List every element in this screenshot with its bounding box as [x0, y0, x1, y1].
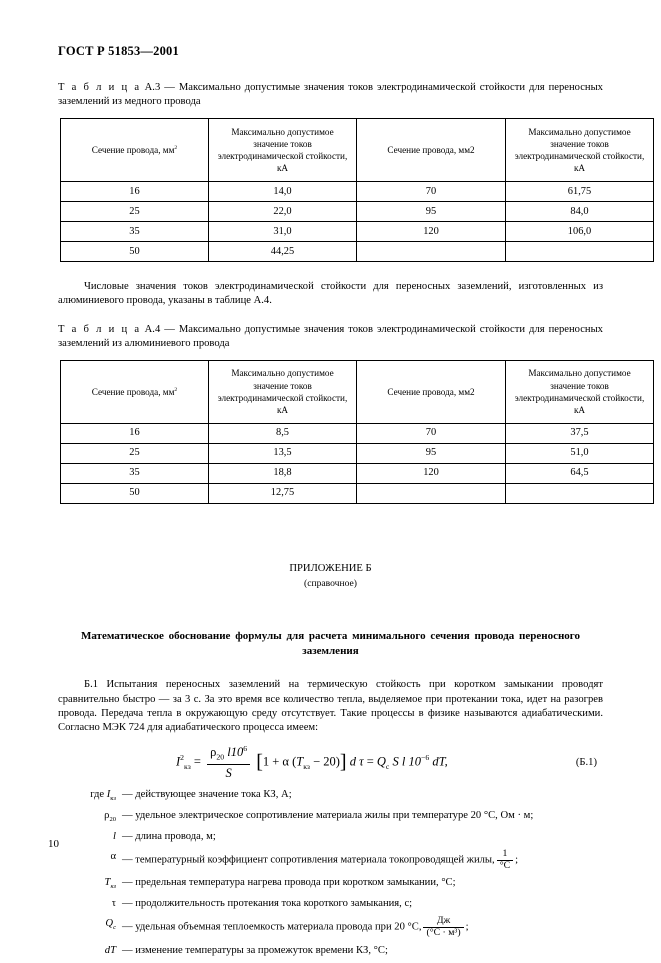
- table-a4: [60, 360, 654, 504]
- paragraph-b1: Б.1 Испытания переносных заземлений на термическую стойкость при коротком замыкании проводят сравнительно быстро — за 3 с. За это время все количество тепла, выделяемое при протекании тока, идет на разогрев провода. Передача тепла в окружающую среду отсутствует. Такие процессы в физике называются адиабатическими. Согласно МЭК 724 для адиабатического процесса имеем:: [58, 679, 603, 733]
- table-a3-cell-r1c1: 22,0: [209, 202, 357, 222]
- table-a4-header-sup-1: 2: [174, 386, 178, 393]
- table-a4-cell-r3c3: [506, 483, 654, 503]
- definition-text-1: — удельное электрическое сопротивление материала жилы при температуре 20 °С, Ом · м;: [122, 810, 534, 822]
- table-a3-cell-r2c1: 31,0: [209, 222, 357, 242]
- formula-num-rest: l10: [227, 745, 244, 760]
- appendix-subtitle: (справочное): [304, 577, 357, 589]
- definition-symbol-2: l: [113, 831, 116, 843]
- definition-fraction-den-3: °С: [499, 859, 511, 871]
- table-a4-cell-r0c3: 37,5: [506, 423, 654, 443]
- definition-text-6-wrap: [122, 916, 603, 938]
- table-row: [61, 483, 654, 503]
- appendix-title: ПРИЛОЖЕНИЕ Б: [289, 562, 372, 574]
- formula-rho: ρ: [210, 745, 217, 760]
- definition-item-tkz: [58, 875, 603, 892]
- formula-bracket-part2: − 20): [313, 754, 340, 769]
- table-a3-cell-r3c3: [506, 242, 654, 262]
- formula-lhs-sub: кз: [184, 761, 191, 771]
- table-a3-header-row: [61, 119, 654, 182]
- definition-item-l: [58, 829, 603, 845]
- definition-symbol-sub-4: кз: [110, 883, 116, 891]
- definition-symbol-wrap-2: [58, 829, 122, 845]
- page-content: [58, 44, 645, 963]
- formula-fraction: [207, 745, 250, 780]
- table-a4-header-cell-4: Максимально допустимое значение токов электродинамической стойкости, кА: [506, 360, 654, 423]
- table-a3-header-sup-1: 2: [174, 145, 178, 152]
- formula-equals2: =: [366, 754, 374, 769]
- table-a3-cell-r1c2: 95: [357, 202, 506, 222]
- definition-symbol-sub-1: 20: [109, 816, 116, 824]
- formula-fraction-denominator: S: [225, 765, 232, 780]
- formula-d-tau: d τ: [349, 754, 364, 769]
- table-a4-cell-r2c0: 35: [61, 463, 209, 483]
- intermediate-paragraph: Числовые значения токов электродинамической стойкости для переносных заземлений, изготовленных из алюминиевого провода, указаны в таблице А.4.: [58, 281, 603, 307]
- formula-number: (Б.1): [575, 757, 597, 769]
- definitions-list: [58, 787, 603, 958]
- definition-item-qc: [58, 916, 603, 938]
- definition-symbol-4: T: [104, 877, 111, 889]
- table-a4-cell-r2c3: 64,5: [506, 463, 654, 483]
- definition-text-7: — изменение температуры за промежуток времени КЗ, °С;: [122, 944, 388, 956]
- definition-symbol-wrap-5: [58, 896, 122, 912]
- definition-symbol-wrap-0: [58, 787, 122, 804]
- formula-b1-row: [58, 743, 603, 783]
- table-row: [61, 242, 654, 262]
- definition-text-6: — удельная объемная теплоемкость материала провода при 20 °С,: [122, 921, 422, 933]
- formula-rhs-exp: −6: [420, 753, 430, 763]
- table-a4-cell-r1c0: 25: [61, 443, 209, 463]
- table-a3-cell-r0c3: 61,75: [506, 182, 654, 202]
- table-a3-cell-r1c0: 25: [61, 202, 209, 222]
- definition-fraction-num-3: 1: [497, 849, 513, 861]
- table-row: [61, 463, 654, 483]
- table-a3-cell-r3c0: 50: [61, 242, 209, 262]
- formula-dT: dT,: [432, 754, 448, 769]
- table-a4-cell-r0c0: 16: [61, 423, 209, 443]
- table-a4-caption-label: А.4: [144, 323, 161, 335]
- definition-text-3: — температурный коэффициент сопротивления материала токопроводящей жилы,: [122, 854, 495, 866]
- definition-symbol-sub-0: кз: [110, 795, 116, 803]
- table-a4-cell-r0c1: 8,5: [209, 423, 357, 443]
- formula-lhs-sup: 2: [180, 753, 185, 763]
- definition-tail-6: ;: [465, 921, 469, 933]
- table-a3-caption-text: — Максимально допустимые значения токов электродинамической стойкости для переносных заземлений из медного провода: [58, 82, 603, 108]
- table-a3-caption-label: А.3: [144, 82, 161, 93]
- table-a4-cell-r2c2: 120: [357, 463, 506, 483]
- definition-item-alpha: [58, 849, 603, 871]
- definition-item-dt: [58, 943, 603, 959]
- table-a4-header-cell-3: Сечение провода, мм2: [357, 360, 506, 423]
- definition-text-4: — предельная температура нагрева провода при коротком замыкании, °С;: [122, 877, 456, 889]
- table-a4-cell-r2c1: 18,8: [209, 463, 357, 483]
- formula-equals: =: [193, 754, 201, 769]
- table-a3-cell-r2c3: 106,0: [506, 222, 654, 242]
- table-a3-header-cell-1: [61, 119, 209, 182]
- table-a4-cell-r3c2: [357, 483, 506, 503]
- table-a4-header-cell-1: [61, 360, 209, 423]
- definition-symbol-wrap-1: [58, 808, 122, 825]
- table-a4-cell-r1c2: 95: [357, 443, 506, 463]
- definition-text-3-wrap: [122, 849, 603, 871]
- table-a3-header-cell-3: Сечение провода, мм2: [357, 119, 506, 182]
- standard-header: ГОСТ Р 51853—2001: [58, 44, 179, 58]
- formula-bracket-close: ]: [339, 751, 347, 774]
- formula-fraction-numerator: [207, 745, 250, 765]
- table-row: [61, 222, 654, 242]
- definition-symbol-3: α: [110, 850, 116, 862]
- formula-rhs-rest: S l 10: [392, 754, 421, 769]
- table-a4-caption-text: — Максимально допустимые значения токов электродинамической стойкости для переносных заземлений из алюминиевого провода: [58, 323, 603, 349]
- table-a3-cell-r0c2: 70: [357, 182, 506, 202]
- definition-symbol-sub-6: с: [113, 924, 116, 932]
- definition-item-rho20: [58, 808, 603, 825]
- formula-lhs-symbol: I: [176, 754, 181, 769]
- page-number: 10: [48, 838, 59, 850]
- formula-rho-sub: 20: [216, 752, 225, 762]
- formula-Q: Q: [376, 754, 386, 769]
- formula-bracket-part1: 1 + α (: [262, 754, 297, 769]
- definition-symbol-wrap-6: [58, 916, 122, 933]
- table-a3-cell-r0c1: 14,0: [209, 182, 357, 202]
- definition-symbol-6: Q: [105, 918, 114, 930]
- table-a4-cell-r1c3: 51,0: [506, 443, 654, 463]
- definition-symbol-wrap-4: [58, 875, 122, 892]
- table-a3-header-cell-2: Максимально допустимое значение токов электродинамической стойкости, кА: [209, 119, 357, 182]
- table-a3-caption-prefix: Т а б л и ц а: [58, 82, 141, 93]
- table-a3-header-text-1: Сечение провода, мм: [91, 145, 175, 156]
- formula-Q-sub: с: [385, 761, 390, 771]
- table-row: [61, 423, 654, 443]
- table-row: [61, 443, 654, 463]
- table-row: [61, 182, 654, 202]
- definition-symbol-wrap-3: [58, 849, 122, 865]
- table-a4-cell-r3c0: 50: [61, 483, 209, 503]
- definition-text-2: — длина провода, м;: [122, 831, 216, 843]
- definition-item-ikz: [58, 787, 603, 804]
- formula-num-exp: 6: [243, 744, 248, 754]
- table-row: [61, 202, 654, 222]
- definition-fraction-den-6: (°С · м³): [426, 926, 461, 938]
- table-a4-caption-prefix: Т а б л и ц а: [58, 323, 141, 335]
- table-a3: [60, 118, 654, 262]
- formula-T-sub: кз: [303, 761, 310, 771]
- table-a4-caption: [58, 323, 603, 351]
- table-a4-header-row: [61, 360, 654, 423]
- table-a4-header-cell-2: Максимально допустимое значение токов электродинамической стойкости, кА: [209, 360, 357, 423]
- table-a4-cell-r1c1: 13,5: [209, 443, 357, 463]
- definition-tail-3: ;: [515, 854, 519, 866]
- definition-symbol-7: dT: [104, 944, 116, 956]
- formula-b1: [176, 745, 448, 780]
- table-a3-cell-r3c1: 44,25: [209, 242, 357, 262]
- table-a3-cell-r3c2: [357, 242, 506, 262]
- definition-symbol-5: τ: [111, 898, 116, 910]
- table-a3-caption: [58, 81, 603, 109]
- section-title: Математическое обоснование формулы для расчета минимального сечения провода переносного заземления: [80, 629, 581, 658]
- table-a4-cell-r3c1: 12,75: [209, 483, 357, 503]
- definition-symbol-wrap-7: [58, 943, 122, 959]
- table-a3-cell-r0c0: 16: [61, 182, 209, 202]
- table-a4-cell-r0c2: 70: [357, 423, 506, 443]
- definition-text-0: — действующее значение тока КЗ, А;: [122, 789, 292, 801]
- formula-T: T: [296, 754, 304, 769]
- definition-fraction-6: [423, 916, 463, 938]
- definition-fraction-num-6: Дж: [423, 916, 463, 928]
- table-a3-cell-r1c3: 84,0: [506, 202, 654, 222]
- definition-symbol-0: I: [106, 789, 111, 801]
- formula-bracket-open: [: [256, 751, 263, 774]
- definition-symbol-1: ρ: [104, 810, 110, 822]
- definitions-intro: где: [90, 789, 105, 801]
- definition-item-tau: [58, 896, 603, 912]
- definition-text-5: — продолжительность протекания тока короткого замыкания, с;: [122, 898, 413, 910]
- table-a3-cell-r2c0: 35: [61, 222, 209, 242]
- table-a3-cell-r2c2: 120: [357, 222, 506, 242]
- table-a4-header-text-1: Сечение провода, мм: [91, 386, 175, 397]
- definition-fraction-3: [497, 849, 513, 871]
- table-a3-header-cell-4: Максимально допустимое значение токов электродинамической стойкости, кА: [506, 119, 654, 182]
